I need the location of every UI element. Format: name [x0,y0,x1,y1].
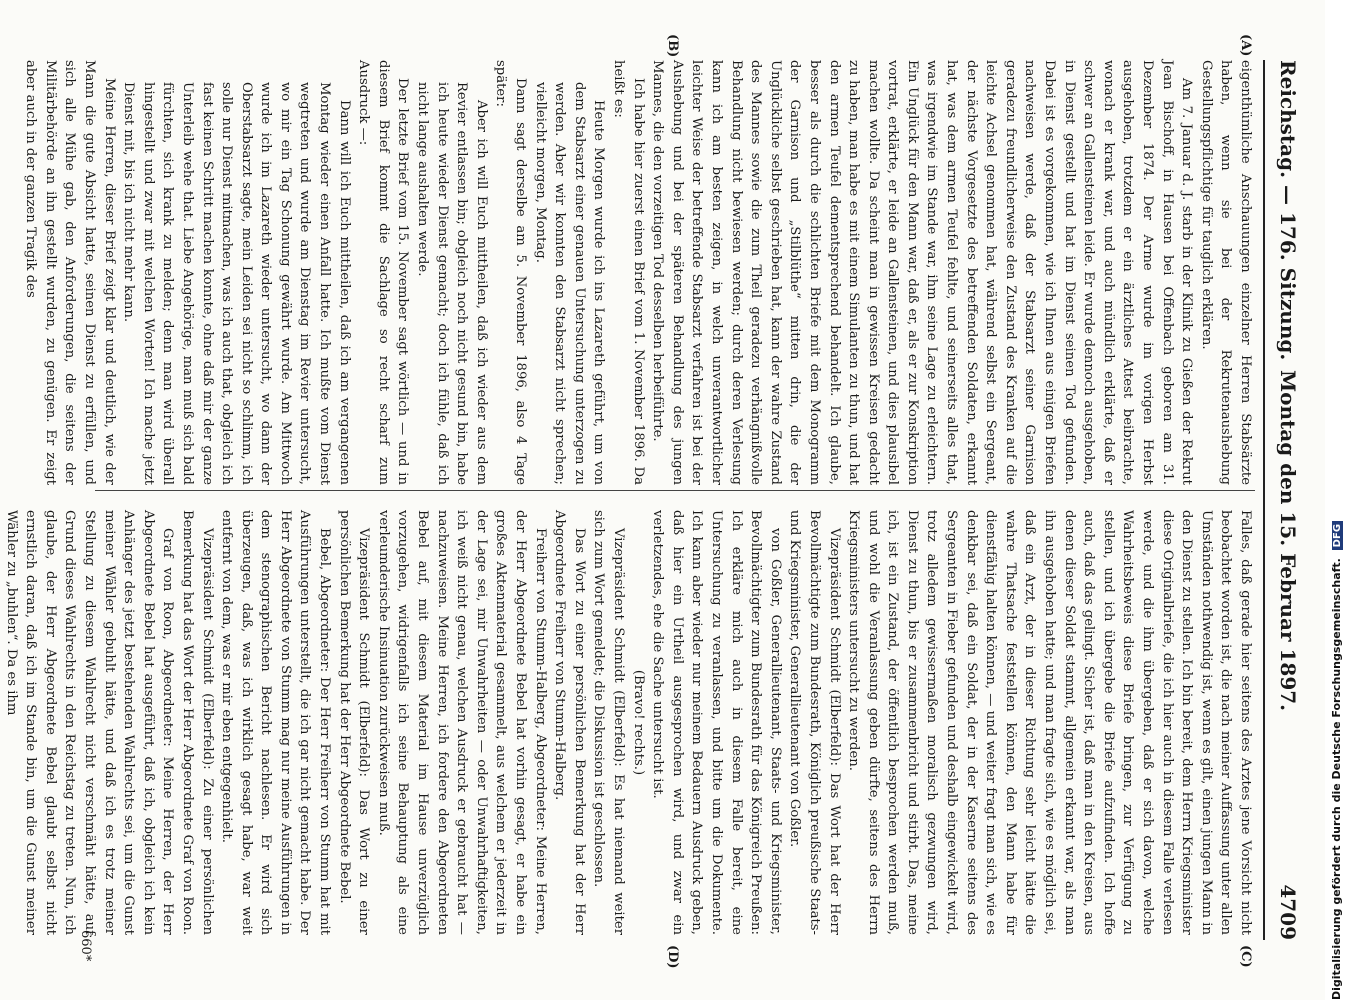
column-divider [95,490,1255,491]
right-column [3,510,1255,935]
paragraph: eigenthümliche Anschauungen einzelner Herren Stabsärzte haben, wenn sie bei der Rekrutenaushebung Gestellungspflichtige für tauglich erklären. [1198,60,1253,485]
signature-mark: 660* [78,930,93,962]
dfg-logo: DFG [1332,521,1343,550]
paragraph: Vizepräsident Schmidt (Elberfeld): Es hat niemand weiter sich zum Wort gemeldet; die Diskussion ist geschlossen. [591,510,626,935]
page-header [1266,60,1300,940]
paragraph: Aber ich will Euch mittheilen, daß ich wieder aus dem Revier entlassen bin; obgleich noch nicht gesund bin, habe ich heute wieder Dienst gemacht; doch ich fühle, daß ich nicht lange aushalten werde. [415,82,489,485]
paragraph: Vizepräsident Schmidt (Elberfeld): Zu einer persönlichen Bemerkung hat das Wort der Herr Abgeordnete Graf von Roon. [179,510,215,935]
paragraph: von Goßler, Generallieutenant, Staats- und Kriegsminister, Bevollmächtigter zum Bundesrath für das Königreich Preußen: Ich erkläre mich auch in diesem Falle bereit, eine Untersuchung zu veranlassen, und bitte um die Dokumente. Ich kann aber wieder nur meinem Bedauern Ausdruck geben, daß hier ein Urtheil ausgesprochen wird, und zwar ein verletzendes, ehe die Sache untersucht ist. [650,510,783,935]
paragraph: Falles, daß gerade hier seitens des Arztes jene Vorsicht nicht beobachtet worden ist, die nach meiner Auffassung unter allen Umständen nothwendig ist, wenn es gilt, einen jungen Mann in den Dienst zu stellen. Ich bin bereit, dem Herrn Kriegsminister diese Originalbriefe, die ich hier auch in diesem Falle verlesen werde, und die ihm übergeben, daß er sich davon, welche Wahrheitsbeweis diese Briefe bringen, zur Verfügung zu stellen, und ich übergebe die Briefe aufzufinden. Ich hoffe auch, daß das gelingt. Sicher ist, daß man in den Kreisen, aus denen dieser Soldat stammt, allgemein erkannt war, als man ihn ausgehoben hatte; und man fragte sich, wie es möglich sei, daß ein Arzt, der in dieser Richtung sehr leicht hätte die wahre Thatsache feststellen können, den Mann habe für dienstfähig halten können, — und weiter fragt man sich, wie es denkbar sei, daß ein Soldat, der in der Kaserne seitens des Sergeanten in Fieber gefunden und deshalb eingewickelt wird, trotz alledem gewissermaßen moralisch gezwungen wird, Dienst zu thun, bis er zusammenbricht und stirbt. Das, meine ich, ist ein Zustand, der öffentlich besprochen werden muß, und wohl die Veranlassung geben dürfte, seitens des Herrn Kriegsministers untersucht zu werden. [846,510,1253,935]
paragraph: Vizepräsident Schmidt (Elberfeld): Das Wort zu einer persönlichen Bemerkung hat der Herr Abgeordnete Bebel. [336,510,372,935]
paragraph: Graf von Roon, Abgeordneter: Meine Herren, der Herr Abgeordnete Bebel hat ausgeführt, daß ich, obgleich ich kein Anhänger des jetzt bestehenden Wahlrechts sei, um die Gunst meiner Wähler gebuhlt hätte, und daß ich es trotz meiner Stellung zu diesem Wahlrecht nicht verschmäht hätte, auf Grund dieses Wahlrechts in den Reichstag zu treten. Nun, ich glaube, der Herr Abgeordnete Bebel glaubt selbst nicht ernstlich daran, daß ich im Stande bin, um die Gunst meiner Wähler zu „buhlen“. Da es ihm [3,510,176,935]
header-date: Montag den 15. Februar 1897. [1276,370,1300,712]
paragraph: Dann will ich Euch mittheilen, daß ich am vergangenen Montag wieder einen Anfall hatte. Ich mußte vom Dienst wegtreten und wurde am Dienstag im Revier untersucht, wo mir ein Tag Schonung gewährt wurde. Am Mittwoch wurde ich im Lazareth wieder untersucht, wo dann der Oberstabsarzt sagte, mein Leiden sei nicht so schlimm, ich solle nur Dienst mitmachen, was ich auch that, obgleich ich fast keinen Schritt machen konnte, ohne daß mir der ganze Unterleib wehe that. Liebe Angehörige, man muß sich bald fürchten, sich krank zu melden; denn man wird überall hingestellt und zwar mit welchen Worten! Ich mache jetzt Dienst mit, bis ich nicht mehr kann. [121,82,352,485]
page-number: 4709 [1276,884,1300,940]
left-column [23,60,1255,485]
margin-marker-b: (B) [665,34,680,58]
paragraph: Heute Morgen wurde ich ins Lazareth geführt, um von dem Stabsarzt einer genauen Untersuchung unterzogen zu werden. Aber wir konnten den Stabsarzt nicht sprechen; vielleicht morgen, Montag. [532,82,607,485]
paragraph: Meine Herren, dieser Brief zeigt klar und deutlich, wie der Mann die gute Absicht hatte, seinen Dienst zu erfüllen, und sich alle Mühe gab, den Anforderungen, die seitens der Militärbehörde an ihn gestellt wurden, zu genügen. Er zeigt aber auch in der ganzen Tragik des [23,60,117,485]
margin-marker-c: (C) [1238,945,1253,968]
footer-text: Digitalisierung gefördert durch die Deutsche Forschungsgemeinschaft. [1330,558,1343,1000]
paragraph: Ich habe hier zuerst einen Brief vom 1. November 1896. Da heißt es: [611,60,646,485]
header-left: Reichstag. — 176. Sitzung. [1276,60,1300,361]
paragraph: Bebel, Abgeordneter: Der Herr Freiherr von Stumm hat mit Ausführungen unterstellt, die ich gar nicht gemacht habe. Der Herr Abgeordnete von Stumm mag nur meine Ausführungen in dem stenographischen Bericht nachlesen. Er wird sich überzeugen, daß, was ich wirklich gesagt habe, war weit entfernt von dem, was er mir eben entgegenhielt. [219,510,333,935]
paragraph: Vizepräsident Schmidt (Elberfeld): Das Wort hat der Herr Bevollmächtigte zum Bundesrath, Königlich preußische Staats- und Kriegsminister, Generallieutenant von Goßler. [787,510,842,935]
paragraph: Freiherr von Stumm-Halberg, Abgeordneter: Meine Herren, der Herr Abgeordnete Bebel hat vorhin gesagt, er habe ein großes Aktenmaterial gesammelt, aus welchem er jederzeit in der Lage sei, mir Unwahrheiten — oder Unwahrhaftigkeiten, ich weiß nicht genau, welchen Ausdruck er gebraucht hat — nachzuweisen. Meine Herren, ich fordere den Abgeordneten Bebel auf, mit diesem Material im Hause unverzüglich vorzugehen, widrigenfalls ich seine Behauptung als eine verleumderische Insinuation zurückweisen muß. [375,510,548,935]
footer-credit [1330,521,1343,1000]
margin-marker-d: (D) [665,945,680,969]
paragraph: (Bravo! rechts.) [630,669,646,776]
paragraph: Dann sagt derselbe am 5. November 1896, also 4 Tage später: [493,60,529,485]
header-rule [1263,60,1265,940]
margin-marker-a: (A) [1238,34,1253,57]
paragraph: Am 7. Januar d. J. starb in der Klinik zu Gießen der Rekrut Jean Bischoff, in Hausen bei Offenbach geboren am 31. Dezember 1874. Der Arme wurde im vorigen Herbst ausgehoben, trotzdem er ein ärztliches Attest beibrachte, wonach er krank war, und auch mündlich erklärte, daß er schwer an Gallensteinen leide. Er wurde dennoch ausgehoben, in Dienst gestellt und hat im Dienst seinen Tod gefunden. Dabei ist es vorgekommen, wie ich Ihnen aus einigen Briefen nachweisen werde, daß der Stabsarzt seiner Garnison geradezu freundlicherweise den Zustand des Kranken auf die leichte Achsel genommen hat, während selbst ein Sergeant, der nächste Vorgesetzte des betreffenden Soldaten, erkannt hat, was dem armen Teufel fehlte, und seinerseits alles that, was irgendwie im Stande war, ihm seine Lage zu erleichtern. Ein Unglück für den Mann war, daß er, als er zur Konskription vortrat, erklärte, er leide an Gallensteinen, und dies plausibel machen wollte. Da scheint man in gewissen Kreisen gedacht zu haben, man habe es mit einem Simulanten zu thun, und hat den armen Teufel dementsprechend behandelt. Ich glaube, besser als durch die schlichten Briefe mit dem Monogramm der Garnison und „Stilblüthe“ mitten drin, die der Unglückliche selbst geschrieben hat, kann der wahre Zustand des Mannes sowie die zum Theil geradezu verhängnißvolle Behandlung nicht bewiesen werden; durch deren Verlesung kann ich am besten zeigen, in welch unverantwortlicher leichter Weise der betreffende Stabsarzt verfahren ist bei der Aushebung und bei der späteren Behandlung des jungen Mannes, die den vorzeitigen Tod desselben herbeiführte. [650,60,1195,485]
paragraph: Der letzte Brief vom 15. November sagt wörtlich — und in diesem Brief kommt die Sachlage so recht scharf zum Ausdruck —: [356,60,411,485]
paragraph: Das Wort zu einer persönlichen Bemerkung hat der Herr Abgeordnete Freiherr von Stumm-Halberg. [552,510,587,935]
